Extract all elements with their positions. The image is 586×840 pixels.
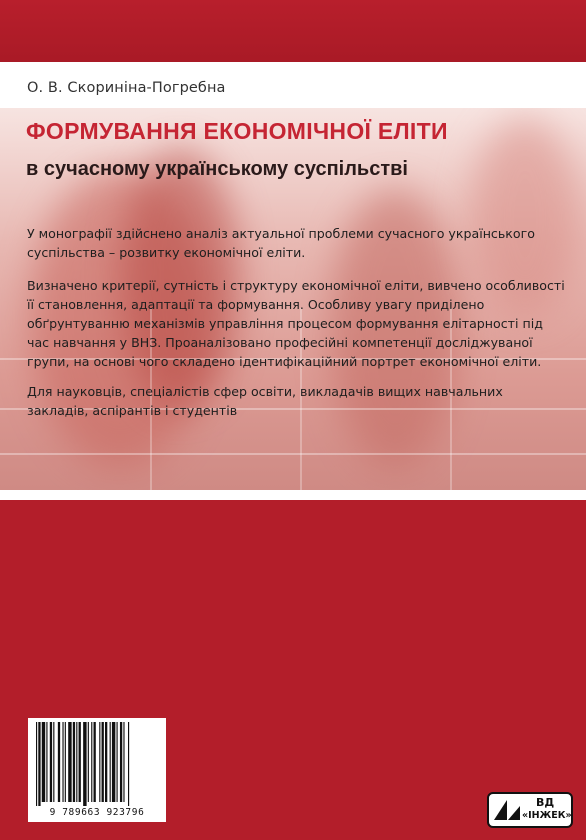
barcode-bar xyxy=(68,722,71,802)
barcode-bar xyxy=(46,722,47,802)
barcode-bar xyxy=(58,722,60,802)
barcode-bar xyxy=(36,722,37,806)
barcode-bar xyxy=(112,722,115,802)
barcode-bar xyxy=(73,722,75,802)
publisher-logo xyxy=(487,792,573,828)
isbn-barcode xyxy=(28,718,166,822)
barcode-bar xyxy=(62,722,63,802)
barcode-bar xyxy=(53,722,54,802)
barcode-bar xyxy=(83,722,86,806)
annotation-paragraph-2: Визначено критерії, сутність і структуру економічної еліти, вивчено особливості її становлення, адаптації та формування. Особливу увагу приділено обґрунтуванню механізмів управління процесом формування елітарності під час навчання у ВНЗ. Проаналізовано професійні компетенції досліджуваної групи, на основі чого складено ідентифікаційний портрет економічної еліти. xyxy=(27,278,565,369)
book-subtitle: в сучасному українському суспільстві xyxy=(26,158,408,180)
barcode-bar xyxy=(50,722,52,802)
top-red-strip xyxy=(0,0,586,62)
publisher-abbr: ВД xyxy=(536,796,555,809)
publisher-mark-icon xyxy=(494,800,520,820)
barcode-bar xyxy=(117,722,118,802)
barcode-bar xyxy=(76,722,77,802)
annotation-paragraph-3: Для науковців, спеціалістів сфер освіти, викладачів вищих навчальних закладів, аспірантів і студентів xyxy=(27,384,503,418)
barcode-bar xyxy=(88,722,89,802)
barcode-bar xyxy=(79,722,81,802)
barcode-bar xyxy=(102,722,104,802)
barcode-bar xyxy=(99,722,100,802)
barcode-bar xyxy=(65,722,66,802)
barcode-bars xyxy=(36,722,158,806)
author-name: О. В. Скориніна-Погребна xyxy=(27,80,226,96)
isbn-digits: 9 789663 923796 xyxy=(49,807,145,818)
book-title: ФОРМУВАННЯ ЕКОНОМІЧНОЇ ЕЛІТИ xyxy=(26,118,448,144)
annotation-paragraph-1: У монографії здійснено аналіз актуальної проблеми сучасного українського суспільства – розвитку економічної еліти. xyxy=(27,226,535,260)
barcode-bar xyxy=(123,722,124,802)
barcode-bar xyxy=(94,722,96,802)
barcode-bar xyxy=(105,722,107,802)
barcode-bar xyxy=(42,722,45,802)
barcode-bar xyxy=(120,722,122,802)
barcode-bar xyxy=(91,722,92,802)
barcode-bar xyxy=(110,722,111,802)
barcode-bar xyxy=(38,722,40,806)
publisher-name: «ІНЖЕК» xyxy=(522,810,572,821)
barcode-bar xyxy=(128,722,129,806)
